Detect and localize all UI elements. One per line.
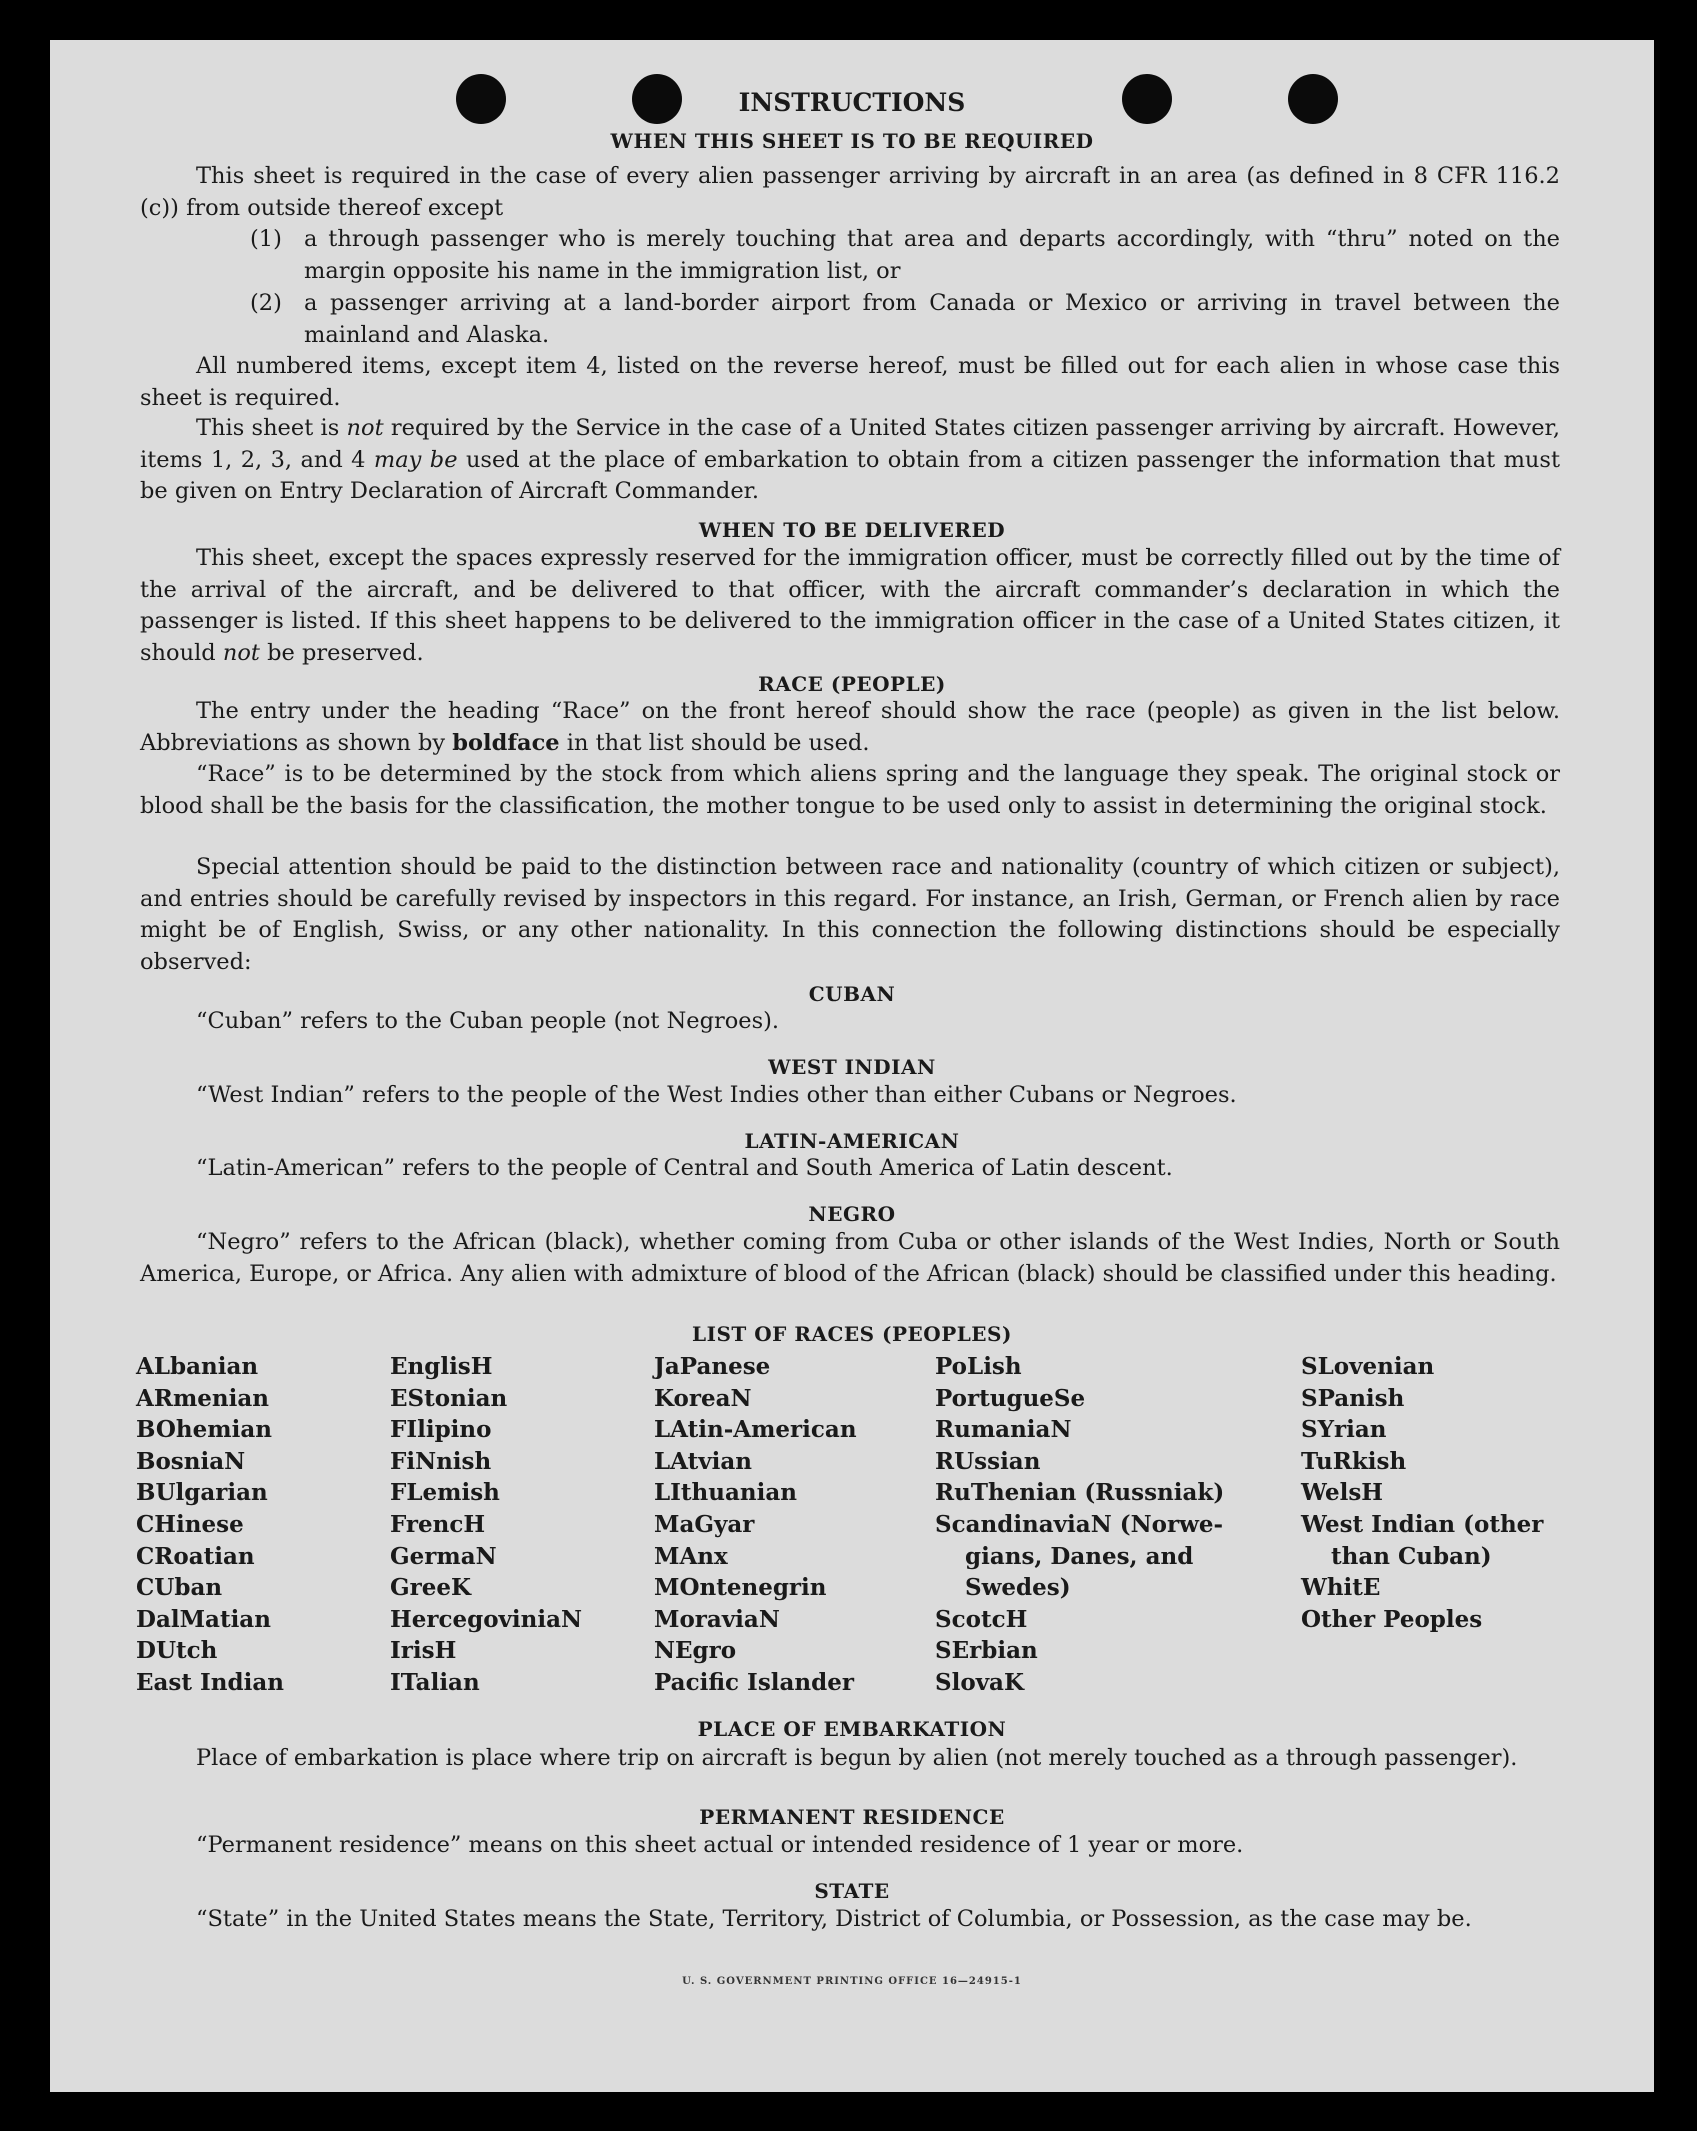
list-item: LIthuanian (654, 1479, 797, 1507)
list-item: CUban (136, 1574, 223, 1602)
list-item: MAnx (654, 1542, 728, 1570)
paragraph: All numbered items, except item 4, listed on the reverse hereof, must be filled out for each alien in whose case this sheet is required. (140, 353, 1560, 411)
paragraph: “State” in the United States means the State, Territory, District of Columbia, or Possession, as the case may be. (196, 1906, 1472, 1932)
list-item: MaGyar (654, 1510, 755, 1538)
list-item: West Indian (other (1301, 1510, 1544, 1538)
section-title-west-indian: WEST INDIAN (768, 1055, 936, 1079)
section-title-residence: PERMANENT RESIDENCE (699, 1805, 1005, 1829)
list-item: SLovenian (1301, 1353, 1435, 1380)
list-item: KoreaN (654, 1384, 752, 1412)
list-item: SErbian (935, 1637, 1038, 1665)
list-item: IrisH (390, 1637, 457, 1665)
races-column (654, 1351, 857, 1699)
paragraph: “Latin-American” refers to the people of Central and South America of Latin descent. (196, 1155, 1173, 1181)
list-item: GreeK (390, 1574, 472, 1602)
list-item: WelsH (1301, 1479, 1384, 1507)
list-item: SPanish (1301, 1384, 1405, 1412)
list-item: TuRkish (1301, 1447, 1407, 1475)
list-item: SYrian (1301, 1416, 1387, 1444)
paragraph: Place of embarkation is place where trip on aircraft is begun by alien (not merely touched as a through passenger). (196, 1745, 1518, 1771)
section-title-latin-american: LATIN-AMERICAN (744, 1129, 960, 1153)
paragraph: The entry under the heading “Race” on the front hereof should show the race (people) as given in the list below. Abbreviations as shown by boldface in that list should be used. (140, 698, 1560, 756)
list-item: EnglisH (390, 1353, 493, 1380)
section-title-required: WHEN THIS SHEET IS TO BE REQUIRED (610, 129, 1094, 153)
section-title-state: STATE (814, 1879, 890, 1903)
list-item: CHinese (136, 1510, 244, 1538)
list-item: HercegoviniaN (390, 1605, 583, 1633)
list-item: PortugueSe (935, 1384, 1086, 1412)
printer-imprint: U. S. GOVERNMENT PRINTING OFFICE 16—24915-1 (682, 1976, 1022, 1987)
list-item: ITalian (390, 1668, 480, 1696)
list-item: FiNnish (390, 1447, 492, 1475)
paragraph: Special attention should be paid to the distinction between race and nationality (country of which citizen or subject), and entries should be carefully revised by inspectors in this regard. For instance, an Irish, German, or French alien by race might be of English, Swiss, or any other nationality. In this connection the following distinctions should be especially observed: (140, 854, 1560, 975)
paragraph: “Permanent residence” means on this sheet actual or intended residence of 1 year or more. (196, 1832, 1244, 1858)
paragraph: This sheet is not required by the Service in the case of a United States citizen passenger arriving by aircraft. However, items 1, 2, 3, and 4 may be used at the place of embarkation to obtain from a citizen passenger the information that must be given on Entry Declaration of Aircraft Commander. (140, 415, 1561, 504)
list-item: SlovaK (935, 1668, 1024, 1696)
section-title-embarkation: PLACE OF EMBARKATION (697, 1717, 1007, 1741)
list-item: GermaN (390, 1542, 497, 1570)
races-column (1301, 1351, 1543, 1635)
list-item: Pacific Islander (654, 1668, 854, 1696)
paragraph: “Cuban” refers to the Cuban people (not Negroes). (196, 1008, 780, 1034)
paragraph: “Negro” refers to the African (black), whether coming from Cuba or other islands of the West Indies, North or South America, Europe, or Africa. Any alien with admixture of blood of the African (black) should be classified under this heading. (140, 1229, 1560, 1287)
list-item: LAtin-American (654, 1416, 857, 1444)
list-item: FrencH (390, 1510, 486, 1538)
paragraph: This sheet, except the spaces expressly reserved for the immigration officer, must be correctly filled out by the time of the arrival of the aircraft, and be delivered to that officer, with the aircraft commander’s declaration in which the passenger is listed. If this sheet happens to be delivered to the immigration officer in the case of a United States citizen, it should not be preserved. (140, 545, 1560, 666)
list-item: DUtch (136, 1637, 218, 1665)
list-item: LAtvian (654, 1447, 752, 1475)
list-item: ScandinaviaN (Norwe- (935, 1510, 1224, 1538)
list-item: ScotcH (935, 1605, 1028, 1633)
list-item: DalMatian (136, 1605, 271, 1633)
list-item: gians, Danes, and (965, 1542, 1194, 1570)
section-title-delivered: WHEN TO BE DELIVERED (698, 518, 1006, 542)
list-item: MOntenegrin (654, 1574, 827, 1602)
list-item: (2) a passenger arriving at a land-border airport from Canada or Mexico or arriving in travel between the mainland and Alaska. (250, 290, 1560, 348)
races-column (390, 1351, 582, 1699)
list-item: PoLish (935, 1353, 1022, 1380)
paragraph: This sheet is required in the case of every alien passenger arriving by aircraft in an area (as defined in 8 CFR 116.2 (c)) from outside thereof except (140, 163, 1560, 221)
list-item: EStonian (390, 1384, 508, 1412)
list-item: RUssian (935, 1447, 1041, 1475)
list-item: BosniaN (136, 1447, 246, 1475)
section-title-cuban: CUBAN (808, 982, 896, 1006)
races-column (935, 1351, 1224, 1699)
list-item: ALbanian (136, 1353, 259, 1380)
list-item: RuThenian (Russniak) (935, 1479, 1225, 1507)
section-title-race: RACE (PEOPLE) (758, 672, 946, 696)
list-item: BUlgarian (136, 1479, 268, 1507)
list-item: JaPanese (654, 1353, 771, 1380)
document-sheet (50, 40, 1654, 2092)
list-item: NEgro (654, 1637, 737, 1665)
section-title-races-list: LIST OF RACES (PEOPLES) (692, 1322, 1012, 1346)
list-item: CRoatian (136, 1542, 255, 1570)
list-item: ARmenian (136, 1384, 270, 1412)
list-item: RumaniaN (935, 1416, 1072, 1444)
list-item: FLemish (390, 1479, 500, 1507)
list-item: MoraviaN (654, 1605, 780, 1633)
page-title: INSTRUCTIONS (738, 88, 966, 117)
list-item: than Cuban) (1331, 1542, 1492, 1570)
list-item: FIlipino (390, 1416, 492, 1444)
paragraph: “Race” is to be determined by the stock from which aliens spring and the language they speak. The original stock or blood shall be the basis for the classification, the mother tongue to be used only to assist in determining the original stock. (140, 761, 1560, 819)
list-item: East Indian (136, 1668, 284, 1696)
list-item: Other Peoples (1301, 1605, 1483, 1633)
list-item: WhitE (1301, 1574, 1381, 1602)
paragraph: “West Indian” refers to the people of the West Indies other than either Cubans or Negroes. (196, 1082, 1237, 1108)
races-column (136, 1351, 284, 1699)
list-item: Swedes) (965, 1574, 1071, 1602)
list-item: (1) a through passenger who is merely touching that area and departs accordingly, with “thru” noted on the margin opposite his name in the immigration list, or (250, 226, 1560, 284)
list-item: BOhemian (136, 1416, 272, 1444)
section-title-negro: NEGRO (808, 1202, 896, 1226)
